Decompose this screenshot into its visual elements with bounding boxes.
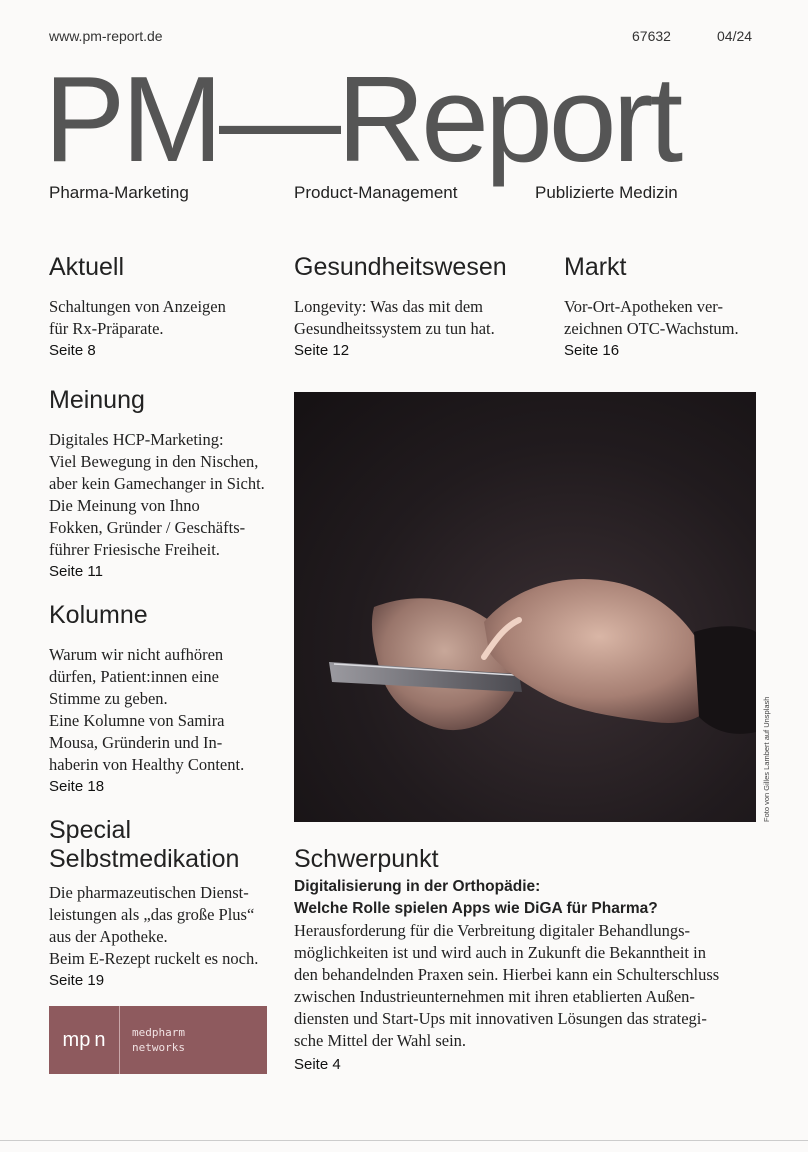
subtitle-publizierte-medizin: Publizierte Medizin bbox=[535, 183, 678, 202]
logo-text-line: medpharm bbox=[132, 1026, 185, 1039]
teaser-line: Viel Bewegung in den Nischen, bbox=[49, 451, 259, 471]
teaser-line: Herausforderung für die Verbreitung digitaler Behandlungs- bbox=[294, 920, 691, 940]
teaser-line: Warum wir nicht aufhören bbox=[49, 644, 224, 664]
section-aktuell bbox=[49, 253, 284, 359]
teaser-line: zwischen Industrieunternehmen mit ihren etablierten Außen- bbox=[294, 986, 695, 1006]
page-reference: Seite 4 bbox=[294, 1055, 341, 1073]
teaser-line: Eine Kolumne von Samira bbox=[49, 710, 225, 730]
section-subtitle bbox=[294, 876, 764, 920]
section-title: Aktuell bbox=[49, 253, 125, 281]
teaser-line: Die pharmazeutischen Dienst- bbox=[49, 882, 249, 902]
teaser-line: Schaltungen von Anzeigen bbox=[49, 296, 226, 316]
section-teaser bbox=[564, 296, 764, 340]
teaser-line: für Rx-Präparate. bbox=[49, 318, 164, 338]
section-special bbox=[49, 816, 289, 989]
subtitle-line: Welche Rolle spielen Apps wie DiGA für Pharma? bbox=[294, 899, 658, 917]
teaser-line: möglichkeiten ist und wird auch in Zukunft die Bekanntheit in bbox=[294, 942, 706, 962]
teaser-line: sche Mittel der Wahl sein. bbox=[294, 1030, 467, 1050]
section-teaser bbox=[49, 296, 284, 340]
page-reference: Seite 11 bbox=[49, 562, 103, 580]
section-title: Gesundheitswesen bbox=[294, 253, 507, 281]
hands-smartphone-illustration bbox=[294, 392, 756, 822]
teaser-line: Stimme zu geben. bbox=[49, 688, 168, 708]
section-markt bbox=[564, 253, 764, 359]
section-gesundheitswesen bbox=[294, 253, 554, 359]
teaser-line: Die Meinung von Ihno bbox=[49, 495, 200, 515]
teaser-line: Beim E-Rezept ruckelt es noch. bbox=[49, 948, 259, 968]
subtitle-product-management: Product-Management bbox=[294, 183, 458, 202]
teaser-line: den behandelnden Praxen sein. Hierbei kann ein Schulterschluss bbox=[294, 964, 720, 984]
section-meinung bbox=[49, 386, 289, 580]
teaser-line: aber kein Gamechanger in Sicht. bbox=[49, 473, 265, 493]
section-title-line1: Special bbox=[49, 816, 131, 844]
page-reference: Seite 12 bbox=[294, 341, 350, 359]
teaser-line: zeichnen OTC-Wachstum. bbox=[564, 318, 739, 338]
bottom-divider bbox=[0, 1140, 808, 1141]
teaser-line: aus der Apotheke. bbox=[49, 926, 168, 946]
cover-photo bbox=[294, 392, 756, 822]
teaser-line: Longevity: Was das mit dem bbox=[294, 296, 484, 316]
section-title: Schwerpunkt bbox=[294, 845, 439, 873]
section-title: Markt bbox=[564, 253, 627, 281]
website-url: www.pm-report.de bbox=[49, 28, 163, 44]
page-reference: Seite 19 bbox=[49, 971, 105, 989]
page-reference: Seite 18 bbox=[49, 777, 105, 795]
section-teaser bbox=[294, 920, 764, 1052]
section-teaser bbox=[49, 429, 289, 561]
section-title-line2: Selbstmedikation bbox=[49, 844, 240, 873]
section-teaser bbox=[49, 882, 289, 970]
teaser-line: Gesundheitssystem zu tun hat. bbox=[294, 318, 495, 338]
issue-number: 04/24 bbox=[717, 28, 753, 44]
teaser-line: leistungen als „das große Plus“ bbox=[49, 904, 255, 924]
section-title: Kolumne bbox=[49, 601, 148, 629]
teaser-line: Fokken, Gründer / Geschäfts- bbox=[49, 517, 246, 537]
medpharm-networks-logo bbox=[49, 1006, 267, 1074]
section-schwerpunkt bbox=[294, 845, 764, 1073]
logo-mark: mp n bbox=[49, 1006, 120, 1074]
section-teaser bbox=[294, 296, 554, 340]
teaser-line: führer Friesische Freiheit. bbox=[49, 539, 220, 559]
page-reference: Seite 16 bbox=[564, 341, 620, 359]
teaser-line: haberin von Healthy Content. bbox=[49, 754, 245, 774]
section-title: Meinung bbox=[49, 386, 145, 414]
logo-text-line: networks bbox=[132, 1041, 185, 1054]
section-kolumne bbox=[49, 601, 289, 795]
issn-number: 67632 bbox=[632, 28, 671, 44]
subtitle-pharma-marketing: Pharma-Marketing bbox=[49, 183, 189, 202]
teaser-line: Digitales HCP-Marketing: bbox=[49, 429, 224, 449]
teaser-line: Vor-Ort-Apotheken ver- bbox=[564, 296, 723, 316]
magazine-title: PM—Report bbox=[44, 51, 680, 187]
page-reference: Seite 8 bbox=[49, 341, 96, 359]
photo-credit: Foto von Gilles Lambert auf Unsplash bbox=[762, 696, 771, 822]
teaser-line: Mousa, Gründerin und In- bbox=[49, 732, 223, 752]
subtitle-line: Digitalisierung in der Orthopädie: bbox=[294, 877, 541, 895]
teaser-line: dürfen, Patient:innen eine bbox=[49, 666, 219, 686]
logo-text bbox=[120, 1025, 185, 1055]
teaser-line: diensten und Start-Ups mit innovativen Lösungen das strategi- bbox=[294, 1008, 707, 1028]
section-teaser bbox=[49, 644, 289, 776]
